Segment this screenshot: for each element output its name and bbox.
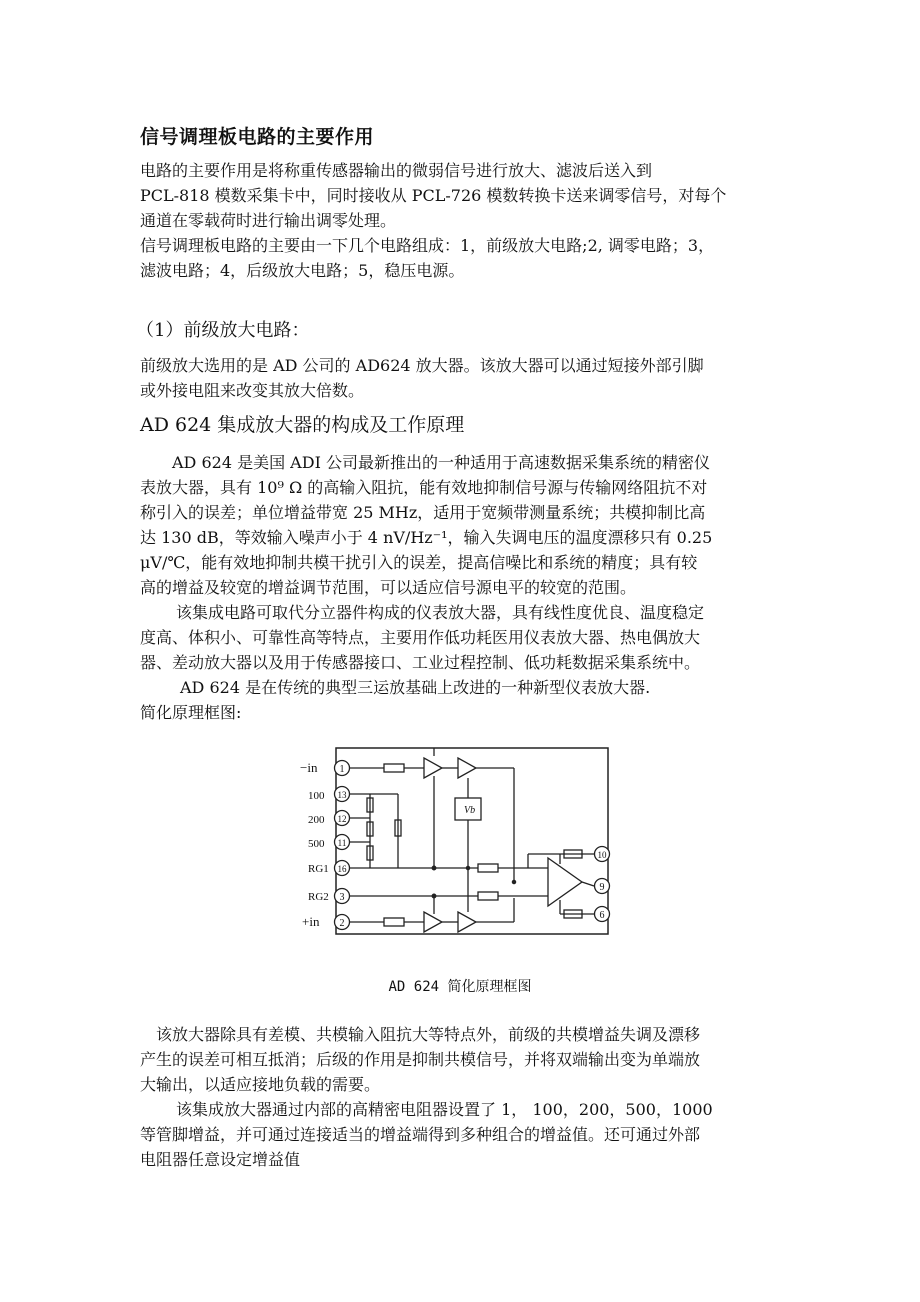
after-p1-line-1: 该放大器除具有差模、共模输入阻抗大等特点外，前级的共模增益失调及漂移 xyxy=(156,1025,701,1044)
pin-number: 11 xyxy=(337,838,347,848)
preamp-line-1: 前级放大选用的是 AD 公司的 AD624 放大器。该放大器可以通过短接外部引脚 xyxy=(140,356,704,375)
after-p2-line-1: 该集成放大器通过内部的高精密电阻器设置了 1， 100，200，500，1000 xyxy=(176,1100,713,1119)
pin-label-500: 500 xyxy=(308,838,325,850)
chip-outline xyxy=(336,748,608,934)
pin-number: 10 xyxy=(597,850,607,860)
ad624-p2-line-3: 器、差动放大器以及用于传感器接口、工业过程控制、低功耗数据采集系统中。 xyxy=(140,653,701,672)
intro-line-2: PCL-818 模数采集卡中，同时接收从 PCL-726 模数转换卡送来调零信号，对每个 xyxy=(140,186,727,205)
ad624-p1-line-3: 称引入的误差；单位增益带宽 25 MHz，适用于宽频带测量系统；共模抑制比高 xyxy=(140,503,706,522)
ad624-p2-line-2: 度高、体积小、可靠性高等特点，主要用作低功耗医用仪表放大器、热电偶放大 xyxy=(140,628,701,647)
pin-number: 12 xyxy=(337,814,347,824)
ad624-p3-line-2: 简化原理框图: xyxy=(140,703,242,722)
ad624-p1-line-1: AD 624 是美国 ADI 公司最新推出的一种适用于高速数据采集系统的精密仪 xyxy=(172,453,710,472)
circuit-wiring xyxy=(350,748,594,932)
ad624-p1-line-2: 表放大器，具有 10⁹ Ω 的高输入阻抗，能有效地抑制信号源与传输网络阻抗不对 xyxy=(140,478,708,497)
vb-label: Vb xyxy=(464,805,476,816)
ad624-p3-line-1: AD 624 是在传统的典型三运放基础上改进的一种新型仪表放大器. xyxy=(180,678,651,697)
pin-label-100: 100 xyxy=(308,790,325,802)
pin-number: 1 xyxy=(339,764,345,775)
after-p2-line-3: 电阻器任意设定增益值 xyxy=(140,1150,301,1169)
pin-number: 3 xyxy=(339,892,345,903)
ad624-p1-line-5: μV/℃，能有效地抑制共模干扰引入的误差，提高信噪比和系统的精度；具有较 xyxy=(140,553,698,572)
pin-number: 13 xyxy=(337,790,347,800)
preamp-line-2: 或外接电阻来改变其放大倍数。 xyxy=(140,381,365,400)
pin-label-rg1: RG1 xyxy=(308,863,329,875)
preamp-heading: （1）前级放大电路： xyxy=(136,320,310,341)
figure-caption: AD 624 简化原理框图 xyxy=(388,979,532,995)
after-p1-line-2: 产生的误差可相互抵消；后级的作用是抑制共模信号，并将双端输出变为单端放 xyxy=(140,1050,701,1069)
pin-number: 2 xyxy=(339,918,345,929)
ad624-p2-line-1: 该集成电路可取代分立器件构成的仪表放大器，具有线性度优良、温度稳定 xyxy=(176,603,705,622)
after-p2-line-2: 等管脚增益，并可通过连接适当的增益端得到多种组合的增益值。还可通过外部 xyxy=(140,1125,701,1144)
components-line-1: 信号调理板电路的主要由一下几个电路组成：1，前级放大电路;2, 调零电路；3， xyxy=(140,236,715,255)
ad624-p1-line-6: 高的增益及较宽的增益调节范围，可以适应信号源电平的较宽的范围。 xyxy=(140,578,637,597)
ad624-p1-line-4: 达 130 dB，等效输入噪声小于 4 nV/Hz⁻¹，输入失调电压的温度漂移只有 0.25 xyxy=(140,528,713,547)
components-line-2: 滤波电路；4，后级放大电路；5，稳压电源。 xyxy=(140,261,465,280)
pin-label-plus-in: +in xyxy=(302,914,320,929)
pin-number: 9 xyxy=(599,882,605,893)
ad624-heading: AD 624 集成放大器的构成及工作原理 xyxy=(140,414,465,436)
pin-label-rg2: RG2 xyxy=(308,891,329,903)
after-p1-line-3: 大输出，以适应接地负载的需要。 xyxy=(140,1075,381,1094)
pin-number: 16 xyxy=(337,864,347,874)
intro-line-1: 电路的主要作用是将称重传感器输出的微弱信号进行放大、滤波后送入到 xyxy=(140,161,653,180)
right-pins xyxy=(595,847,610,922)
pin-label-minus-in: −in xyxy=(300,760,318,775)
section-title: 信号调理板电路的主要作用 xyxy=(140,126,375,148)
pin-number: 6 xyxy=(599,910,605,921)
intro-line-3: 通道在零载荷时进行输出调零处理。 xyxy=(140,211,397,230)
pin-label-200: 200 xyxy=(308,814,325,826)
ad624-block-diagram xyxy=(298,742,628,938)
